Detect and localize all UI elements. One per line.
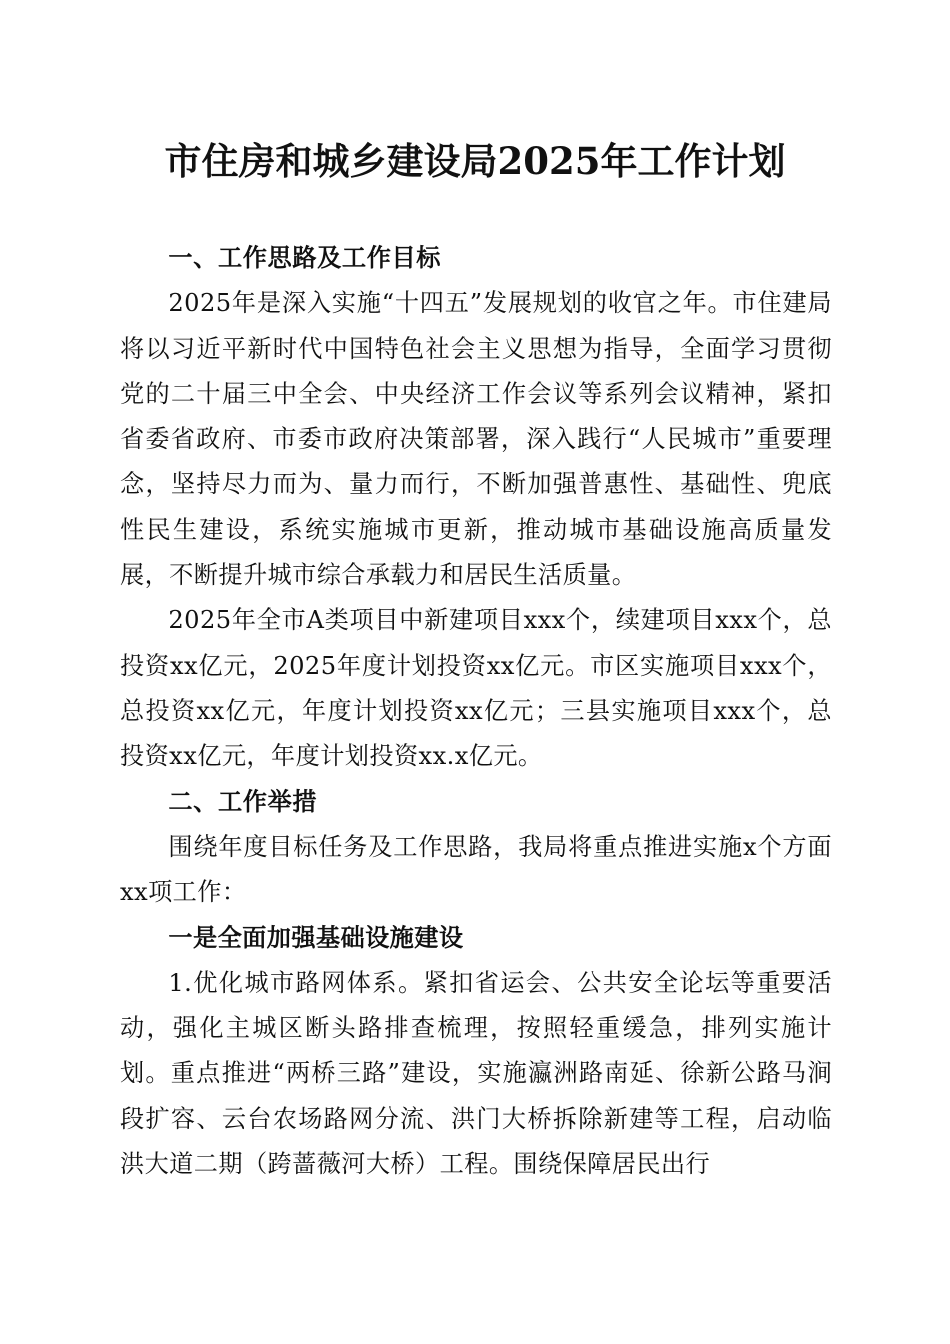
paragraph-overview: 2025年是深入实施“十四五”发展规划的收官之年。市住建局将以习近平新时代中国特色社会主义思想为指导，全面学习贯彻党的二十届三中全会、中央经济工作会议等系列会议精神，紧扣省委省政府、市委市政府决策部署，深入践行“人民城市”重要理念，坚持尽力而为、量力而行，不断加强普惠性、基础性、兜底性民生建设，系统实施城市更新，推动城市基础设施高质量发展，不断提升城市综合承载力和居民生活质量。 [120,289,832,590]
paragraph-measures-intro: 围绕年度目标任务及工作思路，我局将重点推进实施x个方面xx项工作： [120,832,832,907]
subheading-infrastructure: 一是全面加强基础设施建设 [168,923,464,953]
document-title: 市住房和城乡建设局2025年工作计划 [164,139,786,183]
section-heading-goals: 一、工作思路及工作目标 [168,244,442,272]
section-heading-measures: 二、工作举措 [168,787,318,816]
document-body [120,236,832,1187]
paragraph-project-stats: 2025年全市A类项目中新建项目xxx个，续建项目xxx个，总投资xx亿元，2025年度计划投资xx亿元。市区实施项目xxx个，总投资xx亿元，年度计划投资xx亿元；三县实施项目xxx个，总投资xx亿元，年度计划投资xx.x亿元。 [120,606,832,771]
paragraph-road-network: 1.优化城市路网体系。紧扣省运会、公共安全论坛等重要活动，强化主城区断头路排查梳理，按照轻重缓急，排列实施计划。重点推进“两桥三路”建设，实施瀛洲路南延、徐新公路马涧段扩容、云台农场路网分流、洪门大桥拆除新建等工程，启动临洪大道二期（跨蔷薇河大桥）工程。围绕保障居民出行 [120,968,832,1178]
